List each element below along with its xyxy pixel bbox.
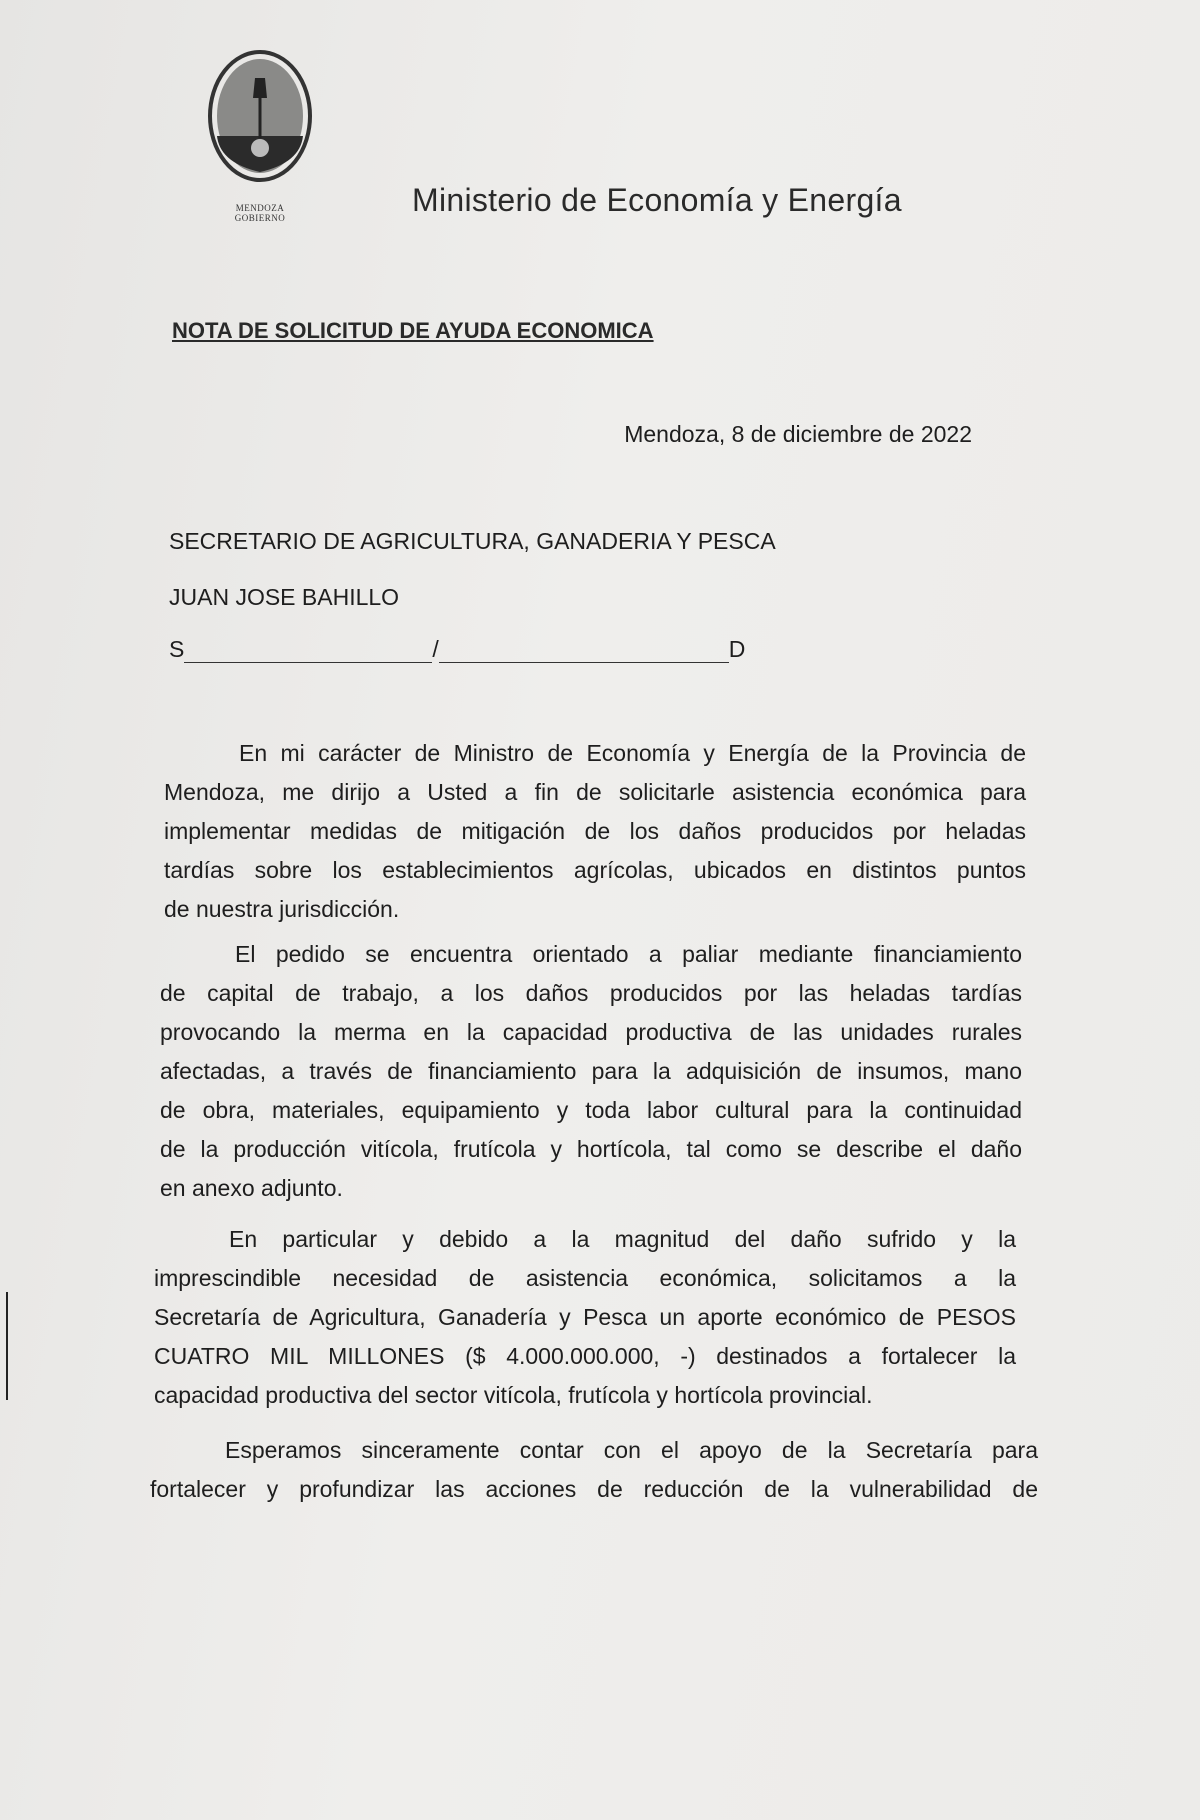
- salutation-sd: [169, 636, 745, 663]
- paragraph-line: fortalecer y profundizar las acciones de reducción de la vulnerabilidad de: [150, 1476, 1038, 1502]
- sd-s: S: [169, 636, 185, 662]
- paragraph-line: imprescindible necesidad de asistencia económica, solicitamos a la: [154, 1265, 1016, 1291]
- paragraph-line: capacidad productiva del sector vitícola, frutícola y hortícola provincial.: [154, 1382, 873, 1408]
- paragraph-line: provocando la merma en la capacidad productiva de las unidades rurales: [160, 1019, 1022, 1045]
- document-heading: NOTA DE SOLICITUD DE AYUDA ECONOMICA: [172, 318, 654, 343]
- sd-d: D: [728, 636, 746, 662]
- paragraph-line: El pedido se encuentra orientado a paliar mediante financiamiento: [235, 941, 1022, 967]
- paragraph-line: en anexo adjunto.: [160, 1175, 343, 1201]
- mendoza-government-logo: [205, 48, 315, 223]
- sd-line: [439, 638, 729, 663]
- page-edge-mark: [6, 1292, 8, 1400]
- paragraph-4: [150, 1431, 1038, 1509]
- paragraph-line: Esperamos sinceramente contar con el apoyo de la Secretaría para: [225, 1437, 1038, 1463]
- paragraph-line: tardías sobre los establecimientos agrícolas, ubicados en distintos puntos: [164, 857, 1026, 883]
- paragraph-2: [160, 935, 1022, 1208]
- recipient-name: JUAN JOSE BAHILLO: [169, 584, 400, 610]
- paragraph-line: En particular y debido a la magnitud del daño sufrido y la: [229, 1226, 1016, 1252]
- coat-of-arms-icon: [205, 48, 315, 198]
- paragraph-line: afectadas, a través de financiamiento para la adquisición de insumos, mano: [160, 1058, 1022, 1084]
- sd-slash: /: [432, 636, 439, 662]
- paragraph-3: [154, 1220, 1016, 1415]
- paragraph-line: de nuestra jurisdicción.: [164, 896, 400, 922]
- paragraph-1: [164, 734, 1026, 929]
- ministry-title: Ministerio de Economía y Energía: [412, 182, 902, 218]
- paragraph-line: de la producción vitícola, frutícola y hortícola, tal como se describe el daño: [160, 1136, 1022, 1162]
- paragraph-line: En mi carácter de Ministro de Economía y Energía de la Provincia de: [239, 740, 1026, 766]
- paragraph-line: de capital de trabajo, a los daños producidos por las heladas tardías: [160, 980, 1022, 1006]
- paragraph-line: Mendoza, me dirijo a Usted a fin de solicitarle asistencia económica para: [164, 779, 1026, 805]
- paragraph-line: de obra, materiales, equipamiento y toda labor cultural para la continuidad: [160, 1097, 1022, 1123]
- paragraph-line: implementar medidas de mitigación de los daños producidos por heladas: [164, 818, 1026, 844]
- logo-text-line: MENDOZA: [235, 203, 285, 213]
- logo-text: [205, 203, 315, 223]
- paragraph-line: Secretaría de Agricultura, Ganadería y Pesca un aporte económico de PESOS: [154, 1304, 1016, 1330]
- sd-line: [184, 638, 432, 663]
- document-date: Mendoza, 8 de diciembre de 2022: [624, 421, 972, 447]
- paragraph-line: CUATRO MIL MILLONES ($ 4.000.000.000, -) destinados a fortalecer la: [154, 1343, 1016, 1369]
- logo-text-line: GOBIERNO: [234, 213, 286, 223]
- recipient-title: SECRETARIO DE AGRICULTURA, GANADERIA Y PESCA: [169, 528, 776, 554]
